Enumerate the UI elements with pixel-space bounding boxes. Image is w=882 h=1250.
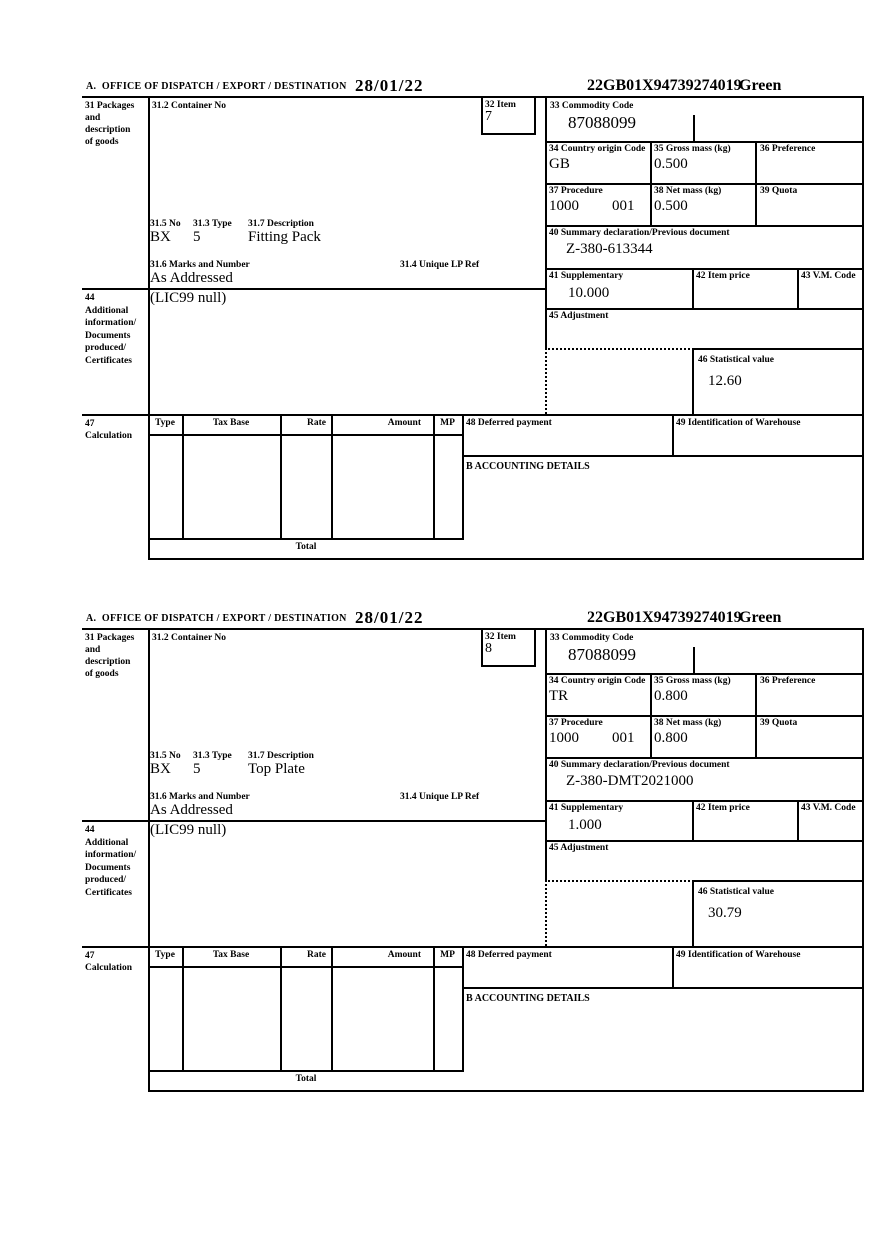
box46-statistical-value-label: 46 Statistical value <box>698 887 774 897</box>
box35-gross-mass-label: 35 Gross mass (kg) <box>654 144 731 154</box>
box44-line: information/ <box>85 850 137 860</box>
box44-line: produced/ <box>85 343 127 353</box>
commodity-code-value: 87088099 <box>568 113 636 132</box>
box31-line: 31 Packages <box>85 633 135 643</box>
box31-line: and <box>85 645 101 655</box>
box312-container-no-label: 31.2 Container No <box>152 101 226 111</box>
grid-line <box>534 628 536 667</box>
grid-line <box>148 538 464 540</box>
box44-line: produced/ <box>85 875 127 885</box>
box36-preference-label: 36 Preference <box>760 676 816 686</box>
box315-no-label: 31.5 No <box>150 219 181 229</box>
box48-deferred-payment-label: 48 Deferred payment <box>466 418 552 428</box>
grid-line <box>862 628 864 1092</box>
box37-procedure-label: 37 Procedure <box>549 718 603 728</box>
grid-line <box>433 414 435 538</box>
box31-line: description <box>85 125 131 135</box>
net-mass-value: 0.500 <box>654 198 688 214</box>
additional-info-value: (LIC99 null) <box>150 290 227 306</box>
box315-no-label: 31.5 No <box>150 751 181 761</box>
summary-declaration-value: Z-380-DMT2021000 <box>566 773 694 789</box>
grid-line <box>182 414 184 538</box>
accounting-details-label: B ACCOUNTING DETAILS <box>466 993 590 1004</box>
box31-line: of goods <box>85 669 119 679</box>
box44-line: Additional <box>85 305 129 316</box>
calc-col-rate: Rate <box>307 950 326 960</box>
box44-line: information/ <box>85 318 137 328</box>
grid-line <box>693 647 695 675</box>
grid-line <box>148 96 150 560</box>
grid-line <box>545 628 547 880</box>
routing-status-value: Green <box>739 609 782 626</box>
commodity-code-value: 87088099 <box>568 645 636 664</box>
grid-line <box>650 673 652 757</box>
box33-commodity-code-label: 33 Commodity Code <box>550 633 634 643</box>
box313-type-label: 31.3 Type <box>193 219 232 229</box>
grid-line <box>331 946 333 1070</box>
additional-info-value: (LIC99 null) <box>150 822 227 838</box>
calc-col-type: Type <box>155 418 175 428</box>
grid-line <box>462 946 464 1072</box>
item-number-value: 8 <box>485 641 492 656</box>
grid-line <box>862 96 864 560</box>
box45-adjustment-label: 45 Adjustment <box>549 843 609 853</box>
item-number-value: 7 <box>485 109 492 124</box>
box31-line: description <box>85 657 131 667</box>
grid-line <box>692 800 694 840</box>
box43-vm-code-label: 43 V.M. Code <box>801 803 856 813</box>
grid-line <box>692 268 694 308</box>
grid-line <box>545 225 864 227</box>
declaration-item-section <box>82 608 864 1092</box>
grid-line <box>672 946 674 987</box>
calc-col-mp: MP <box>440 418 455 428</box>
grid-line <box>148 434 464 436</box>
grid-line <box>545 268 864 270</box>
box47-line: 47 <box>85 951 95 961</box>
grid-line <box>545 880 694 882</box>
grid-line <box>545 757 864 759</box>
grid-line <box>545 141 864 143</box>
grid-line <box>148 1090 864 1092</box>
box36-preference-label: 36 Preference <box>760 144 816 154</box>
grid-line <box>280 946 282 1070</box>
grid-line <box>148 628 150 1092</box>
country-origin-value: GB <box>549 156 570 172</box>
mrn-value: 22GB01X94739274019 <box>587 77 742 94</box>
box44-additional-info-label <box>85 292 136 367</box>
calc-col-amount: Amount <box>387 418 421 428</box>
box31-line: 31 Packages <box>85 101 135 111</box>
grid-line <box>545 348 694 350</box>
routing-status-value: Green <box>739 77 782 94</box>
box48-deferred-payment-label: 48 Deferred payment <box>466 950 552 960</box>
marks-value: As Addressed <box>150 270 233 286</box>
grid-line <box>280 414 282 538</box>
grid-line <box>481 96 483 135</box>
box314-unique-lp-ref-label: 31.4 Unique LP Ref <box>400 792 480 802</box>
box45-adjustment-label: 45 Adjustment <box>549 311 609 321</box>
grid-line <box>692 880 694 946</box>
grid-line <box>650 141 652 225</box>
box31-packages-label <box>85 100 134 148</box>
calc-col-tax-base: Tax Base <box>212 418 250 428</box>
grid-line <box>545 96 547 348</box>
goods-description-value: Top Plate <box>248 761 305 777</box>
office-of-dispatch-label: A. OFFICE OF DISPATCH / EXPORT / DESTINATION <box>86 613 347 624</box>
mrn-value: 22GB01X94739274019 <box>587 609 742 626</box>
box44-line: Documents <box>85 862 131 873</box>
statistical-value: 30.79 <box>708 905 742 921</box>
box33-commodity-code-label: 33 Commodity Code <box>550 101 634 111</box>
procedure-code-value: 1000 <box>549 198 579 214</box>
marks-value: As Addressed <box>150 802 233 818</box>
box39-quota-label: 39 Quota <box>760 718 798 728</box>
declaration-item-section <box>82 76 864 560</box>
grid-line <box>755 141 757 225</box>
grid-line <box>148 1070 464 1072</box>
box46-statistical-value-label: 46 Statistical value <box>698 355 774 365</box>
box42-item-price-label: 42 Item price <box>696 803 750 813</box>
box34-country-origin-label: 34 Country origin Code <box>549 144 646 154</box>
grid-line <box>481 628 483 667</box>
grid-line <box>672 414 674 455</box>
accounting-details-label: B ACCOUNTING DETAILS <box>466 461 590 472</box>
grid-line <box>545 308 864 310</box>
box44-line: Documents <box>85 330 131 341</box>
grid-line <box>481 133 536 135</box>
box31-packages-label <box>85 632 134 680</box>
box42-item-price-label: 42 Item price <box>696 271 750 281</box>
box44-line: Certificates <box>85 355 132 366</box>
box47-calculation-label <box>85 950 132 974</box>
box316-marks-label: 31.6 Marks and Number <box>150 260 250 270</box>
grid-line <box>797 268 799 308</box>
gross-mass-value: 0.500 <box>654 156 688 172</box>
package-type-value: 5 <box>193 229 201 245</box>
procedure-code2-value: 001 <box>612 730 635 746</box>
grid-line <box>82 946 864 948</box>
box317-description-label: 31.7 Description <box>248 219 314 229</box>
grid-line <box>462 455 864 457</box>
box35-gross-mass-label: 35 Gross mass (kg) <box>654 676 731 686</box>
procedure-code-value: 1000 <box>549 730 579 746</box>
statistical-value: 12.60 <box>708 373 742 389</box>
box37-procedure-label: 37 Procedure <box>549 186 603 196</box>
grid-line <box>545 715 864 717</box>
calc-col-tax-base: Tax Base <box>212 950 250 960</box>
grid-line <box>545 183 864 185</box>
grid-line <box>534 96 536 135</box>
box44-line: Additional <box>85 837 129 848</box>
package-no-value: BX <box>150 761 171 777</box>
grid-line <box>148 558 864 560</box>
grid-line <box>545 673 864 675</box>
box317-description-label: 31.7 Description <box>248 751 314 761</box>
grid-line <box>692 348 694 414</box>
grid-line <box>545 800 864 802</box>
box313-type-label: 31.3 Type <box>193 751 232 761</box>
package-type-value: 5 <box>193 761 201 777</box>
grid-line <box>148 966 464 968</box>
calc-col-rate: Rate <box>307 418 326 428</box>
box34-country-origin-label: 34 Country origin Code <box>549 676 646 686</box>
goods-description-value: Fitting Pack <box>248 229 321 245</box>
grid-line <box>433 946 435 1070</box>
grid-line <box>462 414 464 540</box>
box314-unique-lp-ref-label: 31.4 Unique LP Ref <box>400 260 480 270</box>
supplementary-value: 1.000 <box>568 817 602 833</box>
box31-line: of goods <box>85 137 119 147</box>
grid-line <box>545 840 864 842</box>
box32-item-label: 32 Item <box>485 100 516 110</box>
box43-vm-code-label: 43 V.M. Code <box>801 271 856 281</box>
grid-line <box>481 665 536 667</box>
summary-declaration-value: Z-380-613344 <box>566 241 653 257</box>
box32-item-label: 32 Item <box>485 632 516 642</box>
gross-mass-value: 0.800 <box>654 688 688 704</box>
box47-line: Calculation <box>85 963 132 973</box>
box44-additional-info-label <box>85 824 136 899</box>
box38-net-mass-label: 38 Net mass (kg) <box>654 186 722 196</box>
grid-line <box>693 115 695 143</box>
office-of-dispatch-label: A. OFFICE OF DISPATCH / EXPORT / DESTINATION <box>86 81 347 92</box>
box47-line: 47 <box>85 419 95 429</box>
box47-line: Calculation <box>85 431 132 441</box>
box41-supplementary-label: 41 Supplementary <box>549 271 624 281</box>
box31-line: and <box>85 113 101 123</box>
box316-marks-label: 31.6 Marks and Number <box>150 792 250 802</box>
grid-line <box>331 414 333 538</box>
country-origin-value: TR <box>549 688 569 704</box>
box44-line: 44 <box>85 825 95 835</box>
package-no-value: BX <box>150 229 171 245</box>
supplementary-value: 10.000 <box>568 285 610 301</box>
box49-warehouse-label: 49 Identification of Warehouse <box>676 950 801 960</box>
box40-summary-declaration-label: 40 Summary declaration/Previous document <box>549 228 730 238</box>
grid-line <box>692 348 864 350</box>
dispatch-date-value: 28/01/22 <box>355 608 424 627</box>
box40-summary-declaration-label: 40 Summary declaration/Previous document <box>549 760 730 770</box>
grid-line <box>462 987 864 989</box>
box38-net-mass-label: 38 Net mass (kg) <box>654 718 722 728</box>
box41-supplementary-label: 41 Supplementary <box>549 803 624 813</box>
calc-total-label: Total <box>295 1074 317 1084</box>
box39-quota-label: 39 Quota <box>760 186 798 196</box>
calc-col-type: Type <box>155 950 175 960</box>
calc-total-label: Total <box>295 542 317 552</box>
grid-line <box>82 96 864 98</box>
box44-line: Certificates <box>85 887 132 898</box>
grid-line <box>82 414 864 416</box>
box44-line: 44 <box>85 293 95 303</box>
procedure-code2-value: 001 <box>612 198 635 214</box>
box49-warehouse-label: 49 Identification of Warehouse <box>676 418 801 428</box>
box47-calculation-label <box>85 418 132 442</box>
calc-col-amount: Amount <box>387 950 421 960</box>
net-mass-value: 0.800 <box>654 730 688 746</box>
grid-line <box>82 628 864 630</box>
grid-line <box>692 880 864 882</box>
grid-line <box>755 673 757 757</box>
grid-line <box>545 348 547 414</box>
calc-col-mp: MP <box>440 950 455 960</box>
dispatch-date-value: 28/01/22 <box>355 76 424 95</box>
grid-line <box>797 800 799 840</box>
grid-line <box>182 946 184 1070</box>
box312-container-no-label: 31.2 Container No <box>152 633 226 643</box>
grid-line <box>545 880 547 946</box>
